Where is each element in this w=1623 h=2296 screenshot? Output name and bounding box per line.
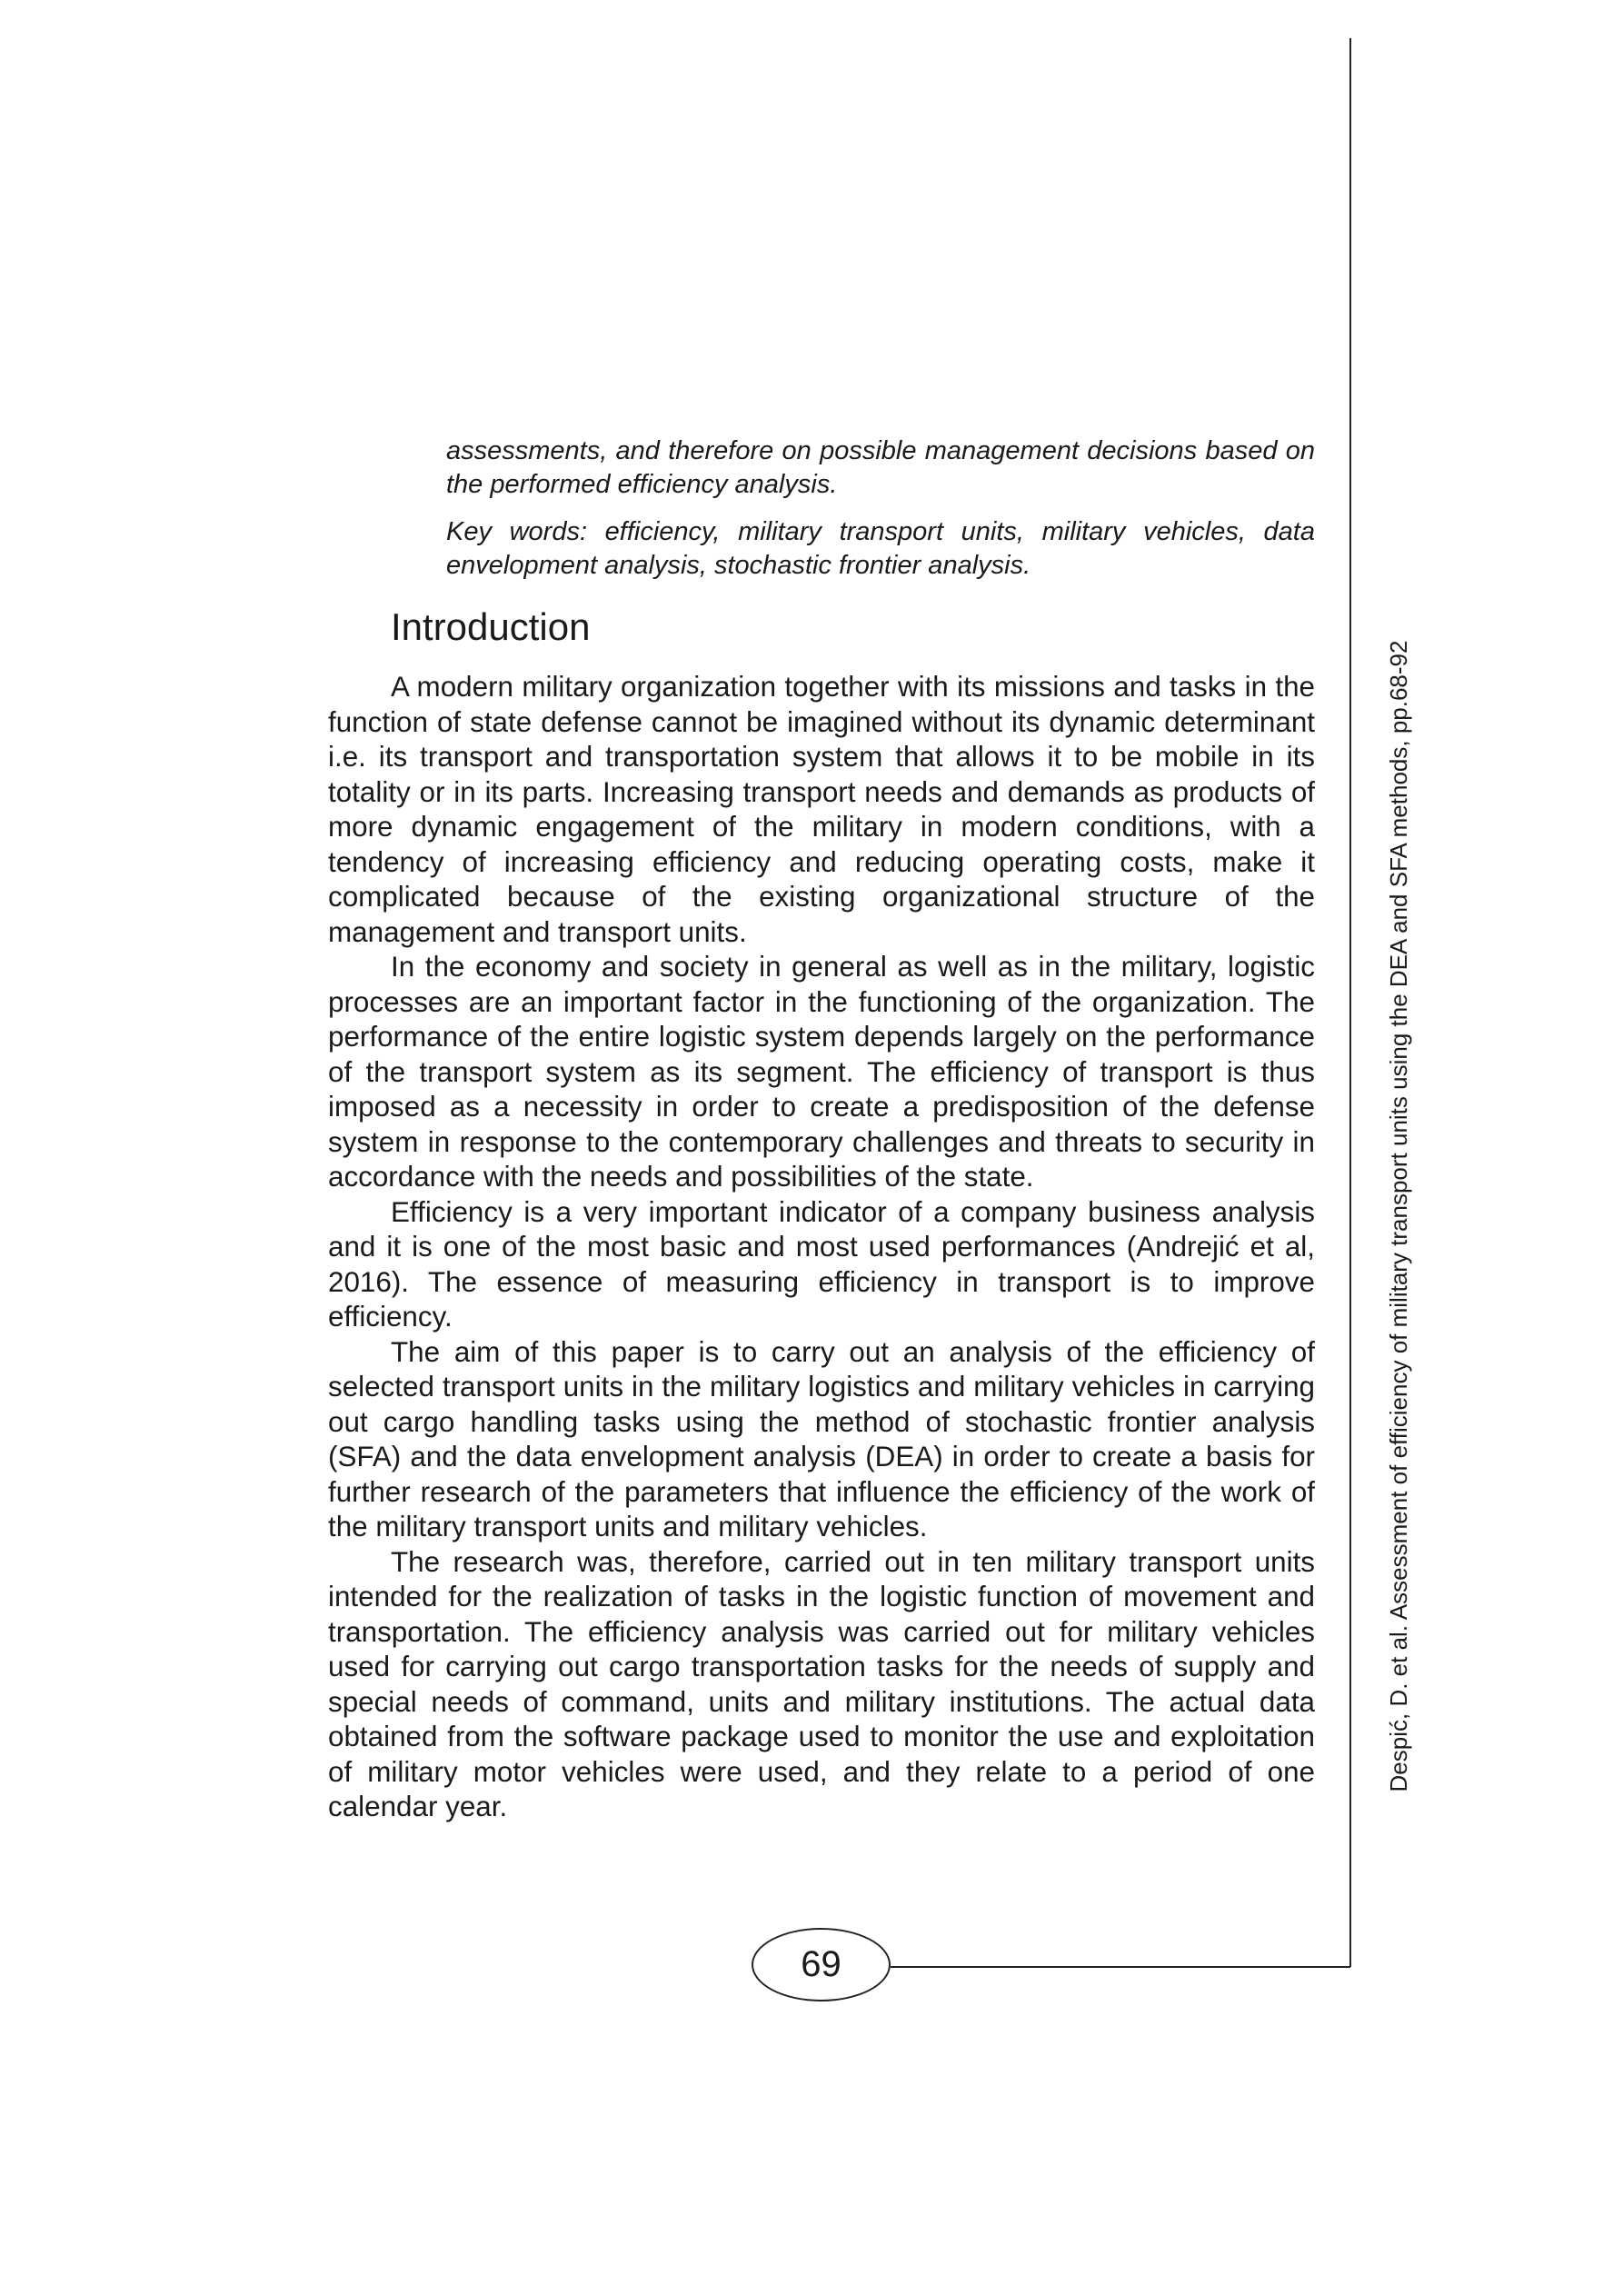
page-number-rule: [891, 1966, 1350, 1968]
body-paragraph: The research was, therefore, carried out in ten military transport units intended for the realization of tasks in the logistic function of movement and transportation. The efficiency analysis was carried out for military vehicles used for carrying out cargo transportation tasks for the needs of supply and special needs of command, units and military institutions. The actual data obtained from the software package used to monitor the use and exploitation of military motor vehicles were used, and they relate to a period of one calendar year.: [328, 1545, 1315, 1822]
body-text: [328, 670, 1315, 1825]
body-paragraph: The aim of this paper is to carry out an analysis of the efficiency of selected transport units in the military logistics and military vehicles in carrying out cargo handling tasks using the method of stochastic frontier analysis (SFA) and the data envelopment analysis (DEA) in order to create a basis for further research of the parameters that influence the efficiency of the work of the military transport units and military vehicles.: [328, 1335, 1315, 1542]
abstract-tail-text: assessments, and therefore on possible management decisions based on the performed efficiency analysis.: [446, 436, 1315, 499]
body-paragraph: A modern military organization together with its missions and tasks in the function of state defense cannot be imagined without its dynamic determinant i.e. its transport and transportation system that allows it to be mobile in its totality or in its parts. Increasing transport needs and demands as products of more dynamic engagement of the military in modern conditions, with a tendency of increasing efficiency and reducing operating costs, make it complicated because of the existing organizational structure of the management and transport units.: [328, 671, 1315, 948]
keywords-text: Key words: efficiency, military transport units, military vehicles, data envelopment analysis, stochastic frontier analysis.: [446, 517, 1315, 580]
body-paragraph: In the economy and society in general as well as in the military, logistic processes are an important factor in the functioning of the organization. The performance of the entire logistic system depends largely on the performance of the transport system as its segment. The efficiency of transport is thus imposed as a necessity in order to create a predisposition of the defense system in response to the contemporary challenges and threats to security in accordance with the needs and possibilities of the state.: [328, 951, 1315, 1193]
running-head-text: Despić, D. et al. Assessment of efficiency of military transport units using the DEA and SFA methods, pp.68-92: [1385, 640, 1412, 1792]
page-number: 69: [801, 1944, 841, 1984]
margin-rule: [1349, 38, 1351, 1967]
abstract-block: [446, 434, 1315, 596]
section-heading: Introduction: [391, 605, 591, 648]
page-number-badge: [752, 1928, 891, 2002]
body-paragraph: Efficiency is a very important indicator of a company business analysis and it is one of the most basic and most used performances (Andrejić et al, 2016). The essence of measuring efficiency in transport is to improve efficiency.: [328, 1195, 1315, 1333]
